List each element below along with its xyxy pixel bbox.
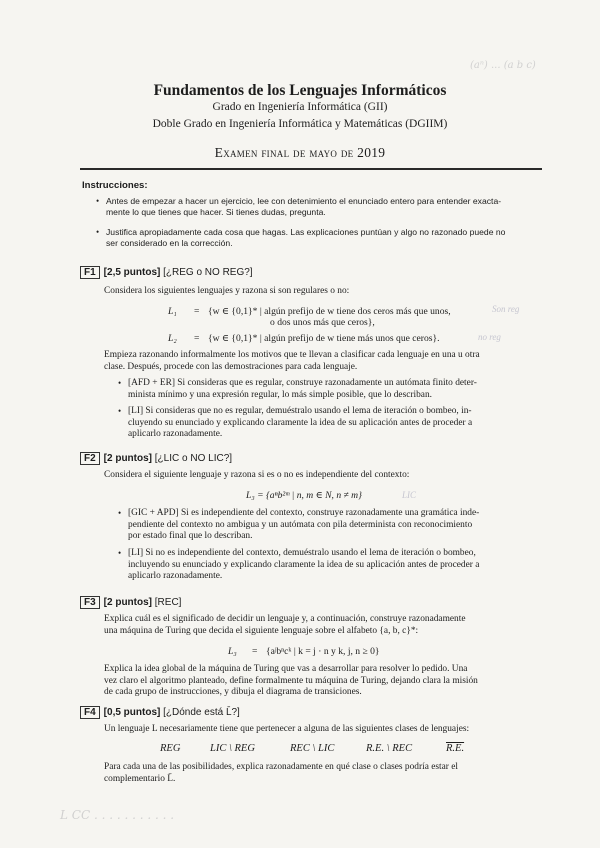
question: [¿Dónde está L̄?] [163,707,240,718]
f1-bullet-li [128,406,472,441]
bleed-through-mark: (aⁿ) ... (a b c) [470,60,536,71]
line: una máquina de Turing que decida el siguiente lenguaje sobre el alfabeto {a, b, c}*: [104,625,419,636]
f2-bullet-gic [128,508,479,543]
bullet-icon: • [96,196,100,206]
points: [0,5 puntos] [103,707,161,718]
f4-intro: Un lenguaje L necesariamente tiene que pertenecer a alguna de las siguientes clases de lenguajes: [104,724,470,734]
f2-bullet-li [128,548,479,583]
section-f1-heading [80,266,253,279]
instructions-heading: Instrucciones: [82,180,148,191]
bullet-icon: • [118,406,122,416]
language-class: R.E. [446,743,465,754]
handwritten-note: LIC [402,490,417,500]
exam-title: Examen final de mayo de 2019 [214,145,386,160]
line: de cada grupo de instrucciones, y dibuja el diagrama de transiciones. [104,687,362,698]
question: [REC] [154,597,182,608]
l2-lhs: L₂ [168,333,177,344]
instruction-item-2 [106,227,505,248]
handwritten-note: Son reg [492,304,520,314]
l1-rhs-a: {w ∈ {0,1}* | algún prefijo de w tiene dos ceros más que unos, [208,306,451,317]
section-tag: F4 [80,706,100,719]
line: minista mínimo y una expresión regular, lo más simple posible, que lo describan. [128,389,432,400]
question: [¿REG o NO REG?] [163,267,253,278]
f3-intro [104,614,466,637]
f4-paragraph [104,762,458,785]
line: Empieza razonando informalmente los motivos que te llevan a clasificar cada lenguaje en una u otra [104,350,480,360]
section-tag: F2 [80,452,100,465]
line: [LI] Si no es independiente del contexto, demuéstralo usando el lema de iteración o bombeo, [128,548,476,558]
f3-l3-rhs: {aʲbⁿcᵏ | k = j · n y k, j, n ≥ 0} [266,646,380,657]
line: Explica cuál es el significado de decidir un lenguaje y, a continuación, construye razonadamente [104,614,466,624]
language-class: LIC \ REG [210,743,255,754]
line: Para cada una de las posibilidades, explica razonadamente en qué clase o clases podría estar el [104,762,459,772]
line: ser considerado en la corrección. [106,237,233,248]
equals: = [194,333,200,344]
line: [GIC + APD] Si es independiente del contexto, construye razonadamente una gramática inde- [128,508,480,518]
bullet-icon: • [118,548,122,558]
section-tag: F1 [80,266,100,279]
degree-line-2: Doble Grado en Ingeniería Informática y Matemáticas (DGIIM) [152,118,448,130]
bullet-icon: • [118,378,122,388]
section-tag: F3 [80,596,100,609]
line: complementario L̄. [104,773,176,784]
f3-l3-lhs: L₃ [228,646,237,657]
points: [2 puntos] [103,597,152,608]
line: mente lo que tienes que hacer. Si tienes dudas, pregunta. [106,206,326,217]
language-class: REG [160,743,181,754]
f1-paragraph [104,350,480,373]
line: [LI] Si consideras que no es regular, demuéstralo usando el lema de iteración o bombeo, in- [128,406,472,416]
line: Justifica apropiadamente cada cosa que hagas. Las explicaciones puntúan y algo no razonado puede no [106,227,506,237]
equals: = [252,646,258,657]
points: [2,5 puntos] [103,267,161,278]
line: cluyendo su enunciado y explicando claramente la idea de su aplicación antes de proceder a [128,417,473,428]
l1-rhs-b: o dos unos más que ceros}, [270,317,375,328]
language-class: R.E. \ REC [366,743,413,754]
f1-bullet-afd [128,378,477,401]
f2-intro: Considera el siguiente lenguaje y razona si es o no es independiente del contexto: [104,470,410,480]
language-class: REC \ LIC [290,743,335,754]
section-f3-heading [80,596,181,609]
line: clase. Después, procede con las demostraciones para cada lenguaje. [104,361,358,372]
section-f4-heading [80,706,240,719]
bleed-through-mark-bottom: L CC . . . . . . . . . . . [60,808,175,822]
line: por estado final que lo describan. [128,531,253,542]
line: aplicarlo razonadamente. [128,571,223,582]
l3-definition: L₃ = {aⁿb²ᵐ | n, m ∈ N, n ≠ m} [246,490,362,501]
bullet-icon: • [96,227,100,237]
points: [2 puntos] [103,453,152,464]
l1-lhs: L₁ [168,306,177,317]
line: aplicarlo razonadamente. [128,429,223,440]
line: Explica la idea global de la máquina de Turing que vas a desarrollar para resolver lo pedido. Una [104,664,468,674]
line: pendiente del contexto no ambigua y un autómata con pila determinista con reconocimiento [128,519,473,530]
section-f2-heading [80,452,232,465]
line: incluyendo su enunciado y explicando claramente la idea de su aplicación antes de proceder a [128,559,480,570]
handwritten-note: no reg [478,332,501,342]
degree-line-1: Grado en Ingeniería Informática (GII) [212,101,388,113]
line: vez claro el algoritmo planteado, define formalmente tu máquina de Turing, dejando clara la misión [104,675,478,686]
line: [AFD + ER] Si consideras que es regular, construye razonadamente un autómata finito deter- [128,378,477,388]
equals: = [194,306,200,317]
bullet-icon: • [118,508,122,518]
l2-rhs: {w ∈ {0,1}* | algún prefijo de w tiene más unos que ceros}. [208,333,440,344]
title-rule [80,168,542,170]
line: Antes de empezar a hacer un ejercicio, lee con detenimiento el enunciado entero para entender exacta- [106,196,502,206]
question: [¿LIC o NO LIC?] [154,453,233,464]
f1-intro: Considera los siguientes lenguajes y razona si son regulares o no: [104,286,350,296]
f3-paragraph [104,664,478,699]
page-title: Fundamentos de los Lenguajes Informáticos [153,82,447,99]
instruction-item-1 [106,196,501,217]
